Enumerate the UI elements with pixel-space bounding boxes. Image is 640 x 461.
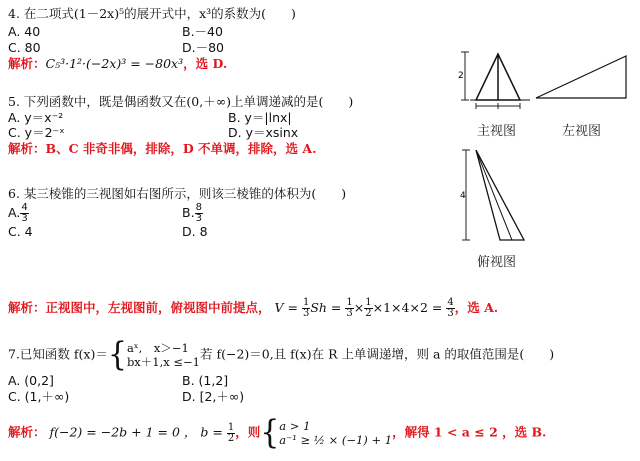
q7-option-d: D. [2,＋∞) xyxy=(182,389,245,404)
q6-option-a: A. $\frac{4}{3}$ xyxy=(8,202,28,224)
front-height-label: 2 xyxy=(458,71,464,81)
q7-stem-prefix: 7.已知函数 f(x)＝ xyxy=(8,346,108,362)
top-height-label: 4 xyxy=(460,191,466,201)
q5-option-b: B. y＝|lnx| xyxy=(228,110,292,125)
q5-option-d: D. y＝xsinx xyxy=(228,125,299,140)
q4-option-b: B.－40 xyxy=(182,24,223,39)
q5-stem: 5. 下列函数中，既是偶函数又在(0,＋∞)上单调递减的是( ) xyxy=(8,94,354,109)
q7-system-brace: { xyxy=(260,413,280,452)
q4-solution-math: C₅³·1²·(−2x)³ = −80x³ xyxy=(45,56,184,71)
q4-option-c: C. 80 xyxy=(8,40,41,55)
q7-option-c: C. (1,＋∞) xyxy=(8,389,70,404)
q5-option-a: A. y＝x⁻² xyxy=(8,110,64,125)
q4-stem: 4. 在二项式(1－2x)⁵的展开式中，x³的系数为( ) xyxy=(8,6,296,21)
q7-brace: { xyxy=(107,335,127,374)
q4-solution xyxy=(8,56,227,71)
q6-solution-label: 解析：正视图中，左视图前，俯视图中前提点， xyxy=(8,300,271,315)
side-view-drawing xyxy=(534,54,630,104)
q4-option-d: D.－80 xyxy=(182,40,225,55)
q7-solution: 解析： f(−2) = −2b + 1 = 0 ， b = $\frac{1}{2}$ ，则{ a > 1 a⁻¹ ≥ ½ × (−1) + 1 ，解得 1 < a ≤ 2 ，选 B. xyxy=(8,413,547,452)
side-view-label: 左视图 xyxy=(562,124,602,139)
q7-stem-suffix: 若 f(−2)＝0,且 f(x)在 R 上单调递增，则 a 的取值范围是( ) xyxy=(200,346,555,362)
front-view-drawing xyxy=(440,50,530,120)
q7-b-fraction: $\frac{1}{2}$ xyxy=(227,421,235,444)
q6-solution: 解析：正视图中，左视图前，俯视图中前提点， V = $\frac{1}{3}$ Sh = $\frac{1}{3}$ × $\frac{1}{2}$ ×1×4×2 = $\frac{4}{3}$ ，选 A. xyxy=(8,297,499,319)
q7-system: a > 1 a⁻¹ ≥ ½ × (−1) + 1 xyxy=(279,419,393,447)
q6-frac-3: $\frac{1}{2}$ xyxy=(365,297,372,319)
q7-option-b: B. (1,2] xyxy=(182,373,229,388)
top-view-label: 俯视图 xyxy=(477,255,517,270)
q7-cases: aˣ, x＞−1 bx＋1,x ≤−1 xyxy=(126,341,200,369)
q4-solution-label: 解析： xyxy=(8,56,46,71)
q6-frac-2: $\frac{1}{3}$ xyxy=(346,297,353,319)
q6-option-b: B. $\frac{8}{3}$ xyxy=(182,202,202,224)
q4-option-a: A. 40 xyxy=(8,24,41,39)
q5-solution: 解析：B、C 非奇非偶，排除，D 不单调，排除，选 A. xyxy=(8,141,317,156)
q6-frac-4: $\frac{4}{3}$ xyxy=(447,297,454,319)
front-view-label: 主视图 xyxy=(477,124,517,139)
q5-option-c: C. y＝2⁻ˣ xyxy=(8,125,65,140)
q4-solution-tail: ，选 D. xyxy=(183,56,228,71)
q6-option-a-fraction: $\frac{4}{3}$ xyxy=(21,202,28,224)
q7-option-a: A. (0,2] xyxy=(8,373,54,388)
top-view-drawing xyxy=(456,148,536,248)
q7-stem xyxy=(8,335,555,374)
q6-option-d: D. 8 xyxy=(182,224,208,239)
q6-option-c: C. 4 xyxy=(8,224,33,239)
q6-stem: 6. 某三棱锥的三视图如右图所示，则该三棱锥的体积为( ) xyxy=(8,186,347,201)
q6-option-b-fraction: $\frac{8}{3}$ xyxy=(195,202,202,224)
q6-frac-1: $\frac{1}{3}$ xyxy=(302,297,310,319)
